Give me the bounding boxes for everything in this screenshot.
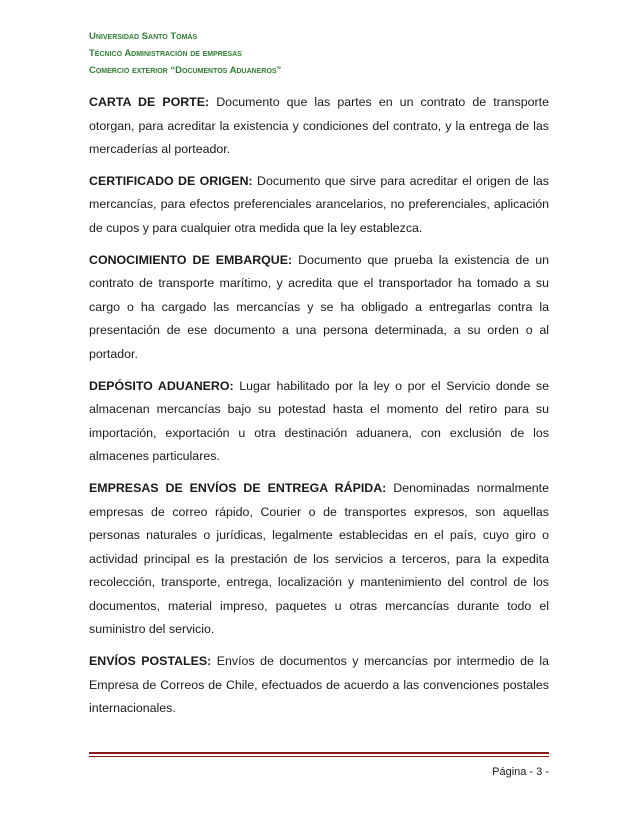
- header-university: Universidad Santo Tomás: [89, 31, 198, 42]
- glossary-entry-carta-de-porte: [89, 91, 549, 162]
- entry-term: CONOCIMIENTO DE EMBARQUE:: [89, 252, 293, 267]
- entry-definition: Documento que sirve para acreditar el origen de las mercancías, para efectos preferenciales arancelarios, no preferenciales, aplicación de cupos y para cualquier otra medida que la ley establezca.: [89, 173, 549, 235]
- glossary-entry-empresas-entrega-rapida: [89, 477, 549, 642]
- entry-definition: Lugar habilitado por la ley o por el Servicio donde se almacenan mercancías bajo su potestad hasta el momento del retiro para su importación, exportación u otra destinación aduanera, con exclusión de los almacenes particulares.: [89, 378, 549, 464]
- entry-definition: Documento que prueba la existencia de un contrato de transporte marítimo, y acredita que el transportador ha tomado a su cargo o ha cargado las mercancías y se ha obligado a entregarlas contra la presentación de ese documento a una persona determinada, a su orden o al portador.: [89, 252, 549, 361]
- entry-definition: Documento que las partes en un contrato de transporte otorgan, para acreditar la existencia y condiciones del contrato, y la entrega de las mercaderías al porteador.: [89, 95, 550, 157]
- glossary-entry-envios-postales: [89, 650, 549, 721]
- entry-definition: Denominadas normalmente empresas de correo rápido, Courier o de transportes expresos, son aquellas personas naturales o jurídicas, legalmente establecidas en el país, cuyo giro o actividad principal es la prestación de los servicios a terceros, para la expedita recolección, transporte, entrega, localización y mantenimiento del control de los documentos, material impreso, paquetes u otras mercancías durante todo el suministro del servicio.: [89, 480, 550, 637]
- entry-term: CERTIFICADO DE ORIGEN:: [89, 173, 253, 188]
- glossary-entry-conocimiento-de-embarque: [89, 249, 549, 367]
- header-program: Técnico Administración de empresas: [89, 48, 242, 59]
- document-header: [89, 28, 559, 79]
- entry-term: CARTA DE PORTE:: [89, 95, 210, 109]
- entry-term: EMPRESAS DE ENVÍOS DE ENTREGA RÁPIDA:: [89, 480, 387, 495]
- header-course: Comercio exterior “Documentos Aduaneros”: [89, 65, 282, 76]
- footer-rule: [89, 752, 549, 757]
- entry-definition: Envíos de documentos y mercancías por intermedio de la Empresa de Correos de Chile, efectuados de acuerdo a las convenciones postales internacionales.: [89, 654, 549, 716]
- entry-term: ENVÍOS POSTALES:: [89, 654, 212, 669]
- entry-term: DEPÓSITO ADUANERO:: [89, 378, 234, 393]
- page-number: Página - 3 -: [492, 766, 549, 778]
- glossary-entry-deposito-aduanero: [89, 375, 549, 469]
- glossary-entry-certificado-de-origen: [89, 170, 549, 241]
- footer-rule-thick: [89, 752, 549, 754]
- glossary-body: [89, 91, 549, 729]
- footer-rule-thin: [89, 756, 549, 757]
